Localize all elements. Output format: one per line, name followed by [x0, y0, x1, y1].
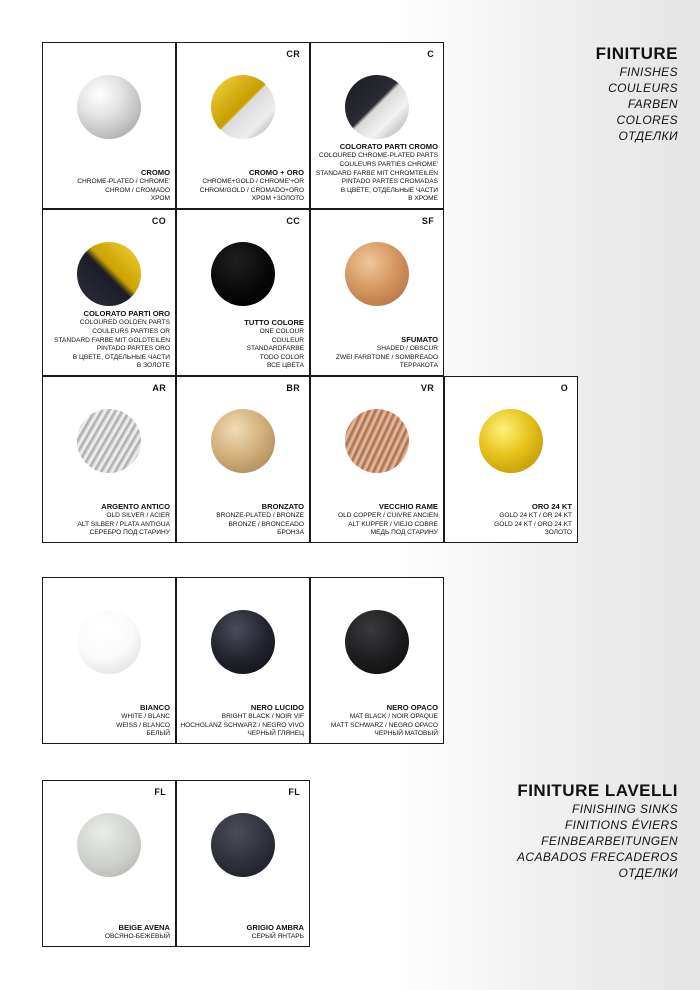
finish-translation: OLD SILVER / ACIER	[106, 512, 170, 520]
finish-labels	[105, 923, 170, 942]
finish-swatch-chrome-gold	[211, 75, 275, 139]
finishes-subtitle: ОТДЕЛКИ	[618, 129, 678, 143]
finish-swatch-beige	[77, 813, 141, 877]
finish-swatch-bronze	[211, 409, 275, 473]
swatch-oro-24kt	[444, 376, 578, 543]
finish-name: BIANCO	[140, 703, 170, 713]
sinks-title: FINITURE LAVELLI	[517, 781, 678, 800]
finish-labels	[77, 168, 170, 204]
swatch-tutto-colore	[176, 209, 310, 376]
swatch-nero-lucido	[176, 577, 310, 744]
finish-name: COLORATO PARTI ORO	[83, 309, 170, 319]
finish-labels	[494, 502, 572, 538]
finish-translation: COULEURS PARTIES OR	[92, 328, 170, 336]
sinks-subtitle: ОТДЕЛКИ	[618, 866, 678, 880]
finish-translation: CHROME+GOLD / CHROME'+OR	[202, 178, 304, 186]
swatch-sfumato	[310, 209, 444, 376]
finish-translation: SHADED / OBSCUR	[376, 345, 438, 353]
finish-translation: BRIGHT BLACK / NOIR VIF	[221, 713, 304, 721]
finish-translation: CHROM / CROMADO	[105, 186, 170, 194]
finish-swatch-coloured-gold	[77, 242, 141, 306]
finish-labels	[331, 703, 438, 739]
finish-labels	[316, 142, 438, 204]
swatch-bronzato	[176, 376, 310, 543]
sinks-subtitle: FINISHING SINKS	[571, 802, 678, 816]
finish-labels	[180, 703, 304, 739]
finish-name: BEIGE AVENA	[118, 923, 170, 933]
swatch-argento-antico	[42, 376, 176, 543]
finish-name: CROMO + ORO	[248, 168, 304, 178]
finish-translation: GOLD 24 KT / OR 24 KT	[499, 512, 572, 520]
finish-translation: STANDARD FARBE MIT GOLDTEILEN	[54, 336, 170, 344]
finish-translation: ONE COLOUR	[259, 328, 304, 336]
swatch-nero-opaco	[310, 577, 444, 744]
finish-name: SFUMATO	[401, 335, 438, 345]
finish-name: VECCHIO RAME	[378, 502, 438, 512]
finish-translation: TODO COLOR	[259, 353, 304, 361]
finish-name: GRIGIO AMBRA	[246, 923, 304, 933]
finish-translation: COLOURED GOLDEN PARTS	[79, 319, 170, 327]
finish-translation: CHROM/GOLD / CROMADO+ORO	[199, 186, 304, 194]
finish-labels	[54, 309, 170, 371]
finish-code: C	[427, 49, 434, 59]
finish-translation: BRONZE-PLATED / BRONZE	[216, 512, 304, 520]
finish-name: TUTTO COLORE	[244, 318, 304, 328]
finish-translation: БЕЛЫЙ	[146, 730, 170, 738]
finish-translation: COULEURS PARTIES CHROME'	[339, 161, 438, 169]
finish-labels	[244, 318, 304, 371]
finish-translation: ОВСЯНО-БЕЖЕВЫЙ	[104, 933, 170, 941]
finish-translation: ХРОМ +ЗОЛОТО	[251, 195, 304, 203]
swatch-beige-avena	[42, 780, 176, 947]
finish-code: FL	[154, 787, 166, 797]
finishes-title: FINITURE	[595, 44, 678, 63]
finish-swatch-grey	[211, 813, 275, 877]
finish-translation: В ХРОМЕ	[408, 195, 438, 203]
finish-translation: ЧЕРНЫЙ ГЛЯНЕЦ	[247, 730, 304, 738]
finish-name: ARGENTO ANTICO	[101, 502, 170, 512]
finish-translation: ВСЕ ЦВЕТА	[266, 362, 304, 370]
finish-swatch-old-copper	[345, 409, 409, 473]
finishes-subtitle: FARBEN	[627, 97, 678, 111]
finish-translation: ZWEI FARBTONE / SOMBREADO	[335, 353, 438, 361]
finish-swatch-gold	[479, 409, 543, 473]
finish-code: CR	[286, 49, 300, 59]
finish-code: AR	[152, 383, 166, 393]
finish-name: NERO LUCIDO	[250, 703, 304, 713]
finish-name: CROMO	[140, 168, 170, 178]
finish-labels	[246, 923, 304, 942]
finish-code: CO	[151, 216, 166, 226]
swatch-cromo-oro	[176, 42, 310, 209]
sinks-subtitle: FEINBEARBEITUNGEN	[541, 834, 678, 848]
finish-translation: PINTADO PARTES ORO	[96, 345, 170, 353]
finish-translation: ЗОЛОТО	[544, 529, 572, 537]
finish-labels	[338, 502, 438, 538]
finish-code: VR	[420, 383, 434, 393]
finish-translation: СЕРЫЙ ЯНТАРЬ	[251, 933, 304, 941]
finish-translation: COLOURED CHROME-PLATED PARTS	[318, 152, 438, 160]
finish-translation: CHROME-PLATED / CHROME'	[77, 178, 170, 186]
finish-code: CC	[286, 216, 300, 226]
finish-translation: В ЦВЕТЕ, ОТДЕЛЬНЫЕ ЧАСТИ	[340, 186, 438, 194]
finishes-subtitle: COULEURS	[608, 81, 678, 95]
swatch-grigio-ambra	[176, 780, 310, 947]
finish-translation: WHITE / BLANC	[121, 713, 170, 721]
finish-code: O	[560, 383, 568, 393]
finish-translation: MAT BLACK / NOIR OPAQUE	[349, 713, 438, 721]
finish-swatch-matt-black	[345, 610, 409, 674]
finish-swatch-old-silver	[77, 409, 141, 473]
finish-translation: ALT SILBER / PLATA ANTIGUA	[77, 520, 170, 528]
finish-translation: БРОНЗА	[277, 529, 304, 537]
finish-code: BR	[286, 383, 300, 393]
finish-translation: МЕДЬ ПОД СТАРИНУ	[370, 529, 438, 537]
swatch-vecchio-rame	[310, 376, 444, 543]
sinks-subtitle: ACABADOS FRECADEROS	[517, 850, 678, 864]
finish-code: FL	[288, 787, 300, 797]
finishes-heading	[596, 44, 678, 144]
finish-name: COLORATO PARTI CROMO	[339, 142, 438, 152]
finish-swatch-chrome	[77, 75, 141, 139]
finish-labels	[116, 703, 170, 739]
finish-swatch-white	[77, 610, 141, 674]
finish-translation: STANDARD FARBE MIT CHROMTEILEN	[315, 169, 438, 177]
finish-labels	[336, 335, 438, 371]
finish-translation: В ЗОЛОТЕ	[136, 362, 170, 370]
finish-code: SF	[421, 216, 434, 226]
finish-swatch-one-colour	[211, 242, 275, 306]
finish-translation: BRONZE / BRONCEADO	[228, 520, 304, 528]
finish-translation: COULEUR	[271, 336, 304, 344]
sinks-subtitle: FINITIONS ÉVIERS	[564, 818, 678, 832]
swatch-colorato-parti-cromo	[310, 42, 444, 209]
finish-labels	[216, 502, 304, 538]
finish-labels	[200, 168, 304, 204]
finish-swatch-coloured-chrome	[345, 75, 409, 139]
finish-translation: HOCHGLANZ SCHWARZ / NEGRO VIVO	[180, 721, 304, 729]
finish-translation: STANDARDFARBE	[246, 345, 304, 353]
swatch-bianco	[42, 577, 176, 744]
swatch-colorato-parti-oro	[42, 209, 176, 376]
finishes-subtitle: COLORES	[616, 113, 678, 127]
finish-name: BRONZATO	[261, 502, 304, 512]
finish-translation: В ЦВЕТЕ, ОТДЕЛЬНЫЕ ЧАСТИ	[72, 353, 170, 361]
sinks-heading	[517, 781, 678, 881]
finish-translation: OLD COPPER / CUIVRE ANCIEN	[337, 512, 438, 520]
finish-name: ORO 24 KT	[531, 502, 572, 512]
finish-translation: WEISS / BLANCO	[116, 721, 170, 729]
finish-translation: ХРОМ	[150, 195, 170, 203]
finish-swatch-bright-black	[211, 610, 275, 674]
finishes-subtitle: FINISHES	[619, 65, 678, 79]
finish-labels	[77, 502, 170, 538]
finish-translation: ALT KUPFER / VIEJO COBRE	[348, 520, 438, 528]
finish-translation: ЧЕРНЫЙ МАТОВЫЙ	[374, 730, 438, 738]
finish-swatch-shaded	[345, 242, 409, 306]
finish-translation: PINTADO PARTES CROMADAS	[341, 178, 438, 186]
finish-translation: MATT SCHWARZ / NEGRO OPACO	[330, 721, 438, 729]
finish-translation: СЕРЕБРО ПОД СТАРИНУ	[89, 529, 170, 537]
finish-name: NERO OPACO	[386, 703, 438, 713]
swatch-cromo	[42, 42, 176, 209]
finish-translation: ТЕРРАКОТА	[399, 362, 438, 370]
finish-translation: GOLD 24 KT / ORO 24 KT	[494, 520, 572, 528]
